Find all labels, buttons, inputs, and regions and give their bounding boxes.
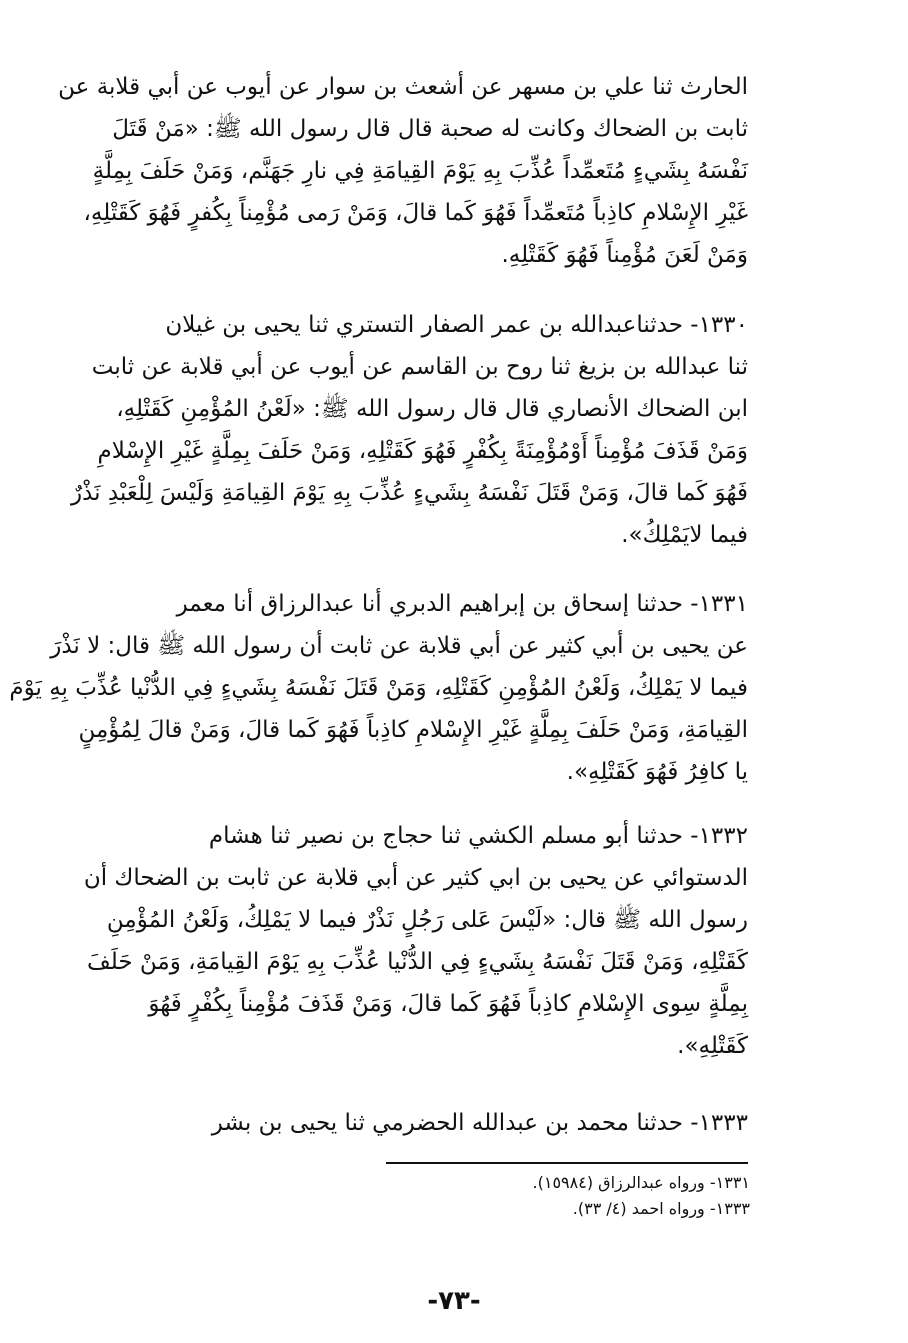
text-line: رسول الله ﷺ قال: «لَيْسَ عَلى رَجُلٍ نَذْرٌ فيما لا يَمْلِكُ، وَلَعْنُ المُؤْمِنِ (106, 907, 748, 933)
text-line: غَيْرِ الإِسْلامِ كاذِباً مُتَعمِّداً فَهُوَ كَما قالَ، وَمَنْ رَمى مُؤْمِناً بِكُفرٍ فَهُوَ كَقَتْلِهِ، (83, 200, 748, 226)
text-line: وَمَنْ قَذَفَ مُؤْمِناً أَوْمُؤْمِنَةً بِكُفْرٍ فَهُوَ كَقَتْلِهِ، وَمَنْ حَلَفَ بِمِلَّةٍ غَيْرِ الإِسْلامِ (97, 438, 748, 464)
hadith-1333 (128, 1102, 748, 1144)
text-line: كَقَتْلِهِ». (677, 1033, 748, 1059)
text-line: بِمِلَّةٍ سِوى الإِسْلامِ كاذِباً فَهُوَ كَما قالَ، وَمَنْ قَذَفَ مُؤْمِناً بِكُفْرٍ فَهُوَ (148, 991, 748, 1017)
text-line: عن يحيى بن أبي كثير عن أبي قلابة عن ثابت أن رسول الله ﷺ قال: لا نَذْرَ (50, 633, 748, 659)
text-line: الحارث ثنا علي بن مسهر عن أشعث بن سوار عن أيوب عن أبي قلابة عن (58, 74, 748, 100)
text-line: نَفْسَهُ بِشَيءٍ مُتَعمِّداً عُذِّبَ بِهِ يَوْمَ القِيامَةِ فِي نارِ جَهَنَّم، وَمَنْ حَلَفَ بِمِلَّةٍ (92, 158, 748, 184)
text-line: كَقَتْلِهِ، وَمَنْ قَتَلَ نَفْسَهُ بِشَيءٍ فِي الدُّنْيا عُذِّبَ بِهِ يَوْمَ القِيامَةِ، وَمَنْ حَلَفَ (86, 949, 748, 975)
hadith-1331 (9, 583, 748, 793)
text-line: ثابت بن الضحاك وكانت له صحبة قال قال رسول الله ﷺ: «مَنْ قَتَلَ (112, 116, 748, 142)
text-line: يا كافِرُ فَهُوَ كَقَتْلِهِ». (566, 759, 748, 785)
page-number: -٧٣- (427, 1286, 481, 1316)
text-line: فَهُوَ كَما قالَ، وَمَنْ قَتَلَ نَفْسَهُ بِشَيءٍ عُذِّبَ بِهِ يَوْمَ القِيامَةِ وَلَيْسَ لِلْعَبْدِ نَذْرٌ (70, 480, 748, 506)
text-line: ١٣٣٠- حدثناعبدالله بن عمر الصفار التستري ثنا يحيى بن غيلان (165, 312, 748, 338)
hadith-1329-continuation (58, 66, 748, 276)
text-line: ١٣٣٢- حدثنا أبو مسلم الكشي ثنا حجاج بن نصير ثنا هشام (208, 823, 748, 849)
text-line: ابن الضحاك الأنصاري قال قال رسول الله ﷺ: «لَعْنُ المُؤْمِنِ كَقَتْلِهِ، (116, 396, 748, 422)
text-line: ثنا عبدالله بن بزيغ ثنا روح بن القاسم عن أيوب عن أبي قلابة عن ثابت (91, 354, 748, 380)
footnotes (386, 1170, 750, 1222)
footnote-divider (386, 1162, 748, 1164)
text-line: القِيامَةِ، وَمَنْ حَلَفَ بِمِلَّةٍ غَيْرِ الإِسْلامِ كاذِباً فَهُوَ كَما قالَ، وَمَنْ قالَ لِمُؤْمِنٍ (78, 717, 748, 743)
text-line: وَمَنْ لَعَنَ مُؤْمِناً فَهُوَ كَقَتْلِهِ. (501, 242, 748, 268)
text-line: ١٣٣١- حدثنا إسحاق بن إبراهيم الدبري أنا عبدالرزاق أنا معمر (176, 591, 748, 617)
text-line: الدستوائي عن يحيى بن ابي كثير عن أبي قلابة عن ثابت بن الضحاك أن (83, 865, 748, 891)
text-line: فيما لايَمْلِكُ». (621, 522, 748, 548)
footnote-1331: ١٣٣١- ورواه عبدالرزاق (١٥٩٨٤). (532, 1173, 750, 1192)
hadith-1332 (83, 815, 748, 1067)
footnote-1333: ١٣٣٣- ورواه احمد (٤/ ٣٣). (572, 1199, 750, 1218)
text-line: فيما لا يَمْلِكُ، وَلَعْنُ المُؤْمِنِ كَقَتْلِهِ، وَمَنْ قَتَلَ نَفْسَهُ بِشَيءٍ فِي الدُّنْيا عُذِّبَ بِهِ يَوْمَ (9, 675, 748, 701)
hadith-1330 (70, 304, 748, 556)
text-line: ١٣٣٣- حدثنا محمد بن عبدالله الحضرمي ثنا يحيى بن بشر (211, 1110, 748, 1136)
